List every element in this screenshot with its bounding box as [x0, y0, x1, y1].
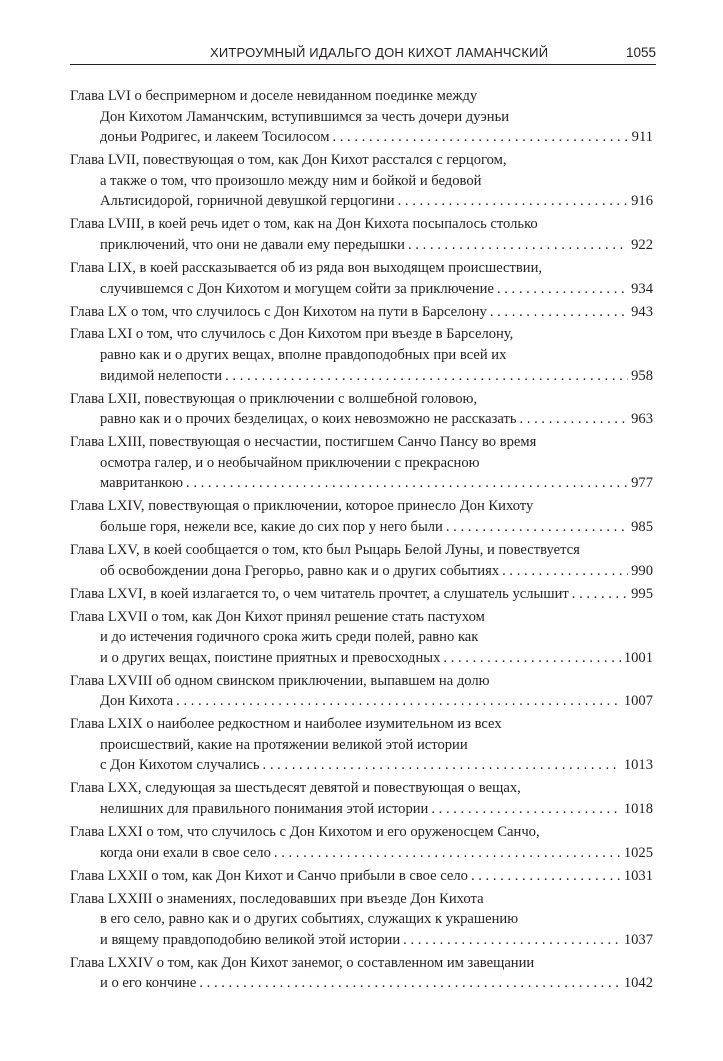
toc-entry	[70, 822, 653, 863]
toc-page-number: 1037	[623, 931, 653, 948]
toc-entry-text: и вящему правдоподобию великой этой истории	[100, 931, 401, 948]
toc-entry-final-line	[70, 584, 653, 605]
toc-page-number: 1013	[623, 757, 653, 774]
toc-entry-text: равно как и о других вещах, вполне правдоподобных при всей их	[100, 347, 507, 364]
toc-entry-text: Глава LXXIII о знамениях, последовавших при въезде Дон Кихота	[70, 890, 484, 907]
toc-entry-text: Глава LXVI, в коей излагается то, о чем читатель прочтет, а слушатель услышит	[70, 585, 569, 602]
toc-entry	[70, 86, 653, 148]
dot-leader	[572, 584, 628, 605]
toc-page-number: 922	[631, 236, 653, 253]
dot-leader	[186, 473, 628, 494]
table-of-contents	[70, 86, 653, 996]
toc-page-number: 990	[631, 562, 653, 579]
toc-entry-text: об освобождении дона Грегорьо, равно как и о других событиях	[100, 562, 500, 579]
toc-entry-final-line	[70, 866, 653, 887]
toc-page-number: 934	[631, 280, 653, 297]
dot-leader	[471, 866, 621, 887]
toc-entry-text: нелишних для правильного понимания этой истории	[100, 801, 429, 818]
dot-leader	[199, 973, 620, 994]
toc-entry	[70, 324, 653, 386]
toc-entry	[70, 584, 653, 605]
dot-leader	[520, 409, 629, 430]
toc-entry-text: осмотра галер, и о необычайном приключении с прекрасною	[100, 454, 480, 471]
toc-entry-final-line	[70, 279, 653, 300]
toc-page-number: 977	[631, 475, 653, 492]
toc-entry	[70, 671, 653, 712]
dot-leader	[225, 366, 628, 387]
toc-entry-text: в его село, равно как и о других событиях, служащих к украшению	[100, 911, 519, 928]
toc-entry-text: Глава LXX, следующая за шестьдесят девятой и повествующая о вещах,	[70, 780, 521, 797]
toc-page-number: 1031	[623, 867, 653, 884]
toc-entry-text: Глава LXIV, повествующая о приключении, которое принесло Дон Кихоту	[70, 498, 534, 515]
toc-entry-final-line	[70, 235, 653, 256]
toc-entry-text: видимой нелепости	[100, 367, 223, 384]
dot-leader	[408, 235, 628, 256]
toc-entry-text: и о других вещах, поистине приятных и превосходных	[100, 649, 441, 666]
toc-entry	[70, 866, 653, 887]
toc-page-number: 985	[631, 519, 653, 535]
toc-entry-text: происшествий, какие на протяжении великой этой истории	[100, 736, 468, 753]
toc-entry-final-line	[70, 973, 653, 994]
toc-entry-text: Глава LVI о беспримерном и доселе невиданном поединке между	[70, 88, 478, 104]
toc-page-number: 911	[631, 129, 653, 146]
header-rule	[70, 64, 656, 65]
toc-entry-text: мавританкою	[100, 475, 184, 492]
toc-entry-text: Глава LXXIV о том, как Дон Кихот занемог, о составленном им завещании	[70, 954, 535, 971]
toc-page-number: 995	[631, 585, 653, 602]
toc-entry-final-line	[70, 799, 653, 820]
toc-entry	[70, 714, 653, 776]
dot-leader	[176, 691, 621, 712]
dot-leader	[443, 648, 620, 669]
dot-leader	[332, 127, 628, 148]
dot-leader	[403, 930, 621, 951]
toc-entry-text: Глава LIX, в коей рассказывается об из ряда вон выходящем происшествии,	[70, 259, 543, 276]
toc-entry-final-line	[70, 648, 653, 669]
toc-entry	[70, 258, 653, 299]
toc-entry	[70, 150, 653, 212]
toc-entry-text: Глава LXVIII об одном свинском приключении, выпавшем на долю	[70, 672, 490, 689]
toc-entry-final-line	[70, 127, 653, 148]
dot-leader	[274, 843, 621, 864]
toc-entry-text: а также о том, что произошло между ним и бойкой и бедовой	[100, 172, 482, 189]
toc-entry	[70, 432, 653, 494]
toc-entry	[70, 540, 653, 581]
toc-entry-text: Глава LXV, в коей сообщается о том, кто был Рыцарь Белой Луны, и повествуется	[70, 541, 580, 558]
toc-entry-final-line	[70, 755, 653, 776]
toc-page-number: 1001	[623, 649, 653, 666]
toc-entry	[70, 496, 653, 537]
toc-entry-text: Дон Кихота	[100, 693, 174, 710]
toc-entry	[70, 389, 653, 430]
toc-entry	[70, 214, 653, 255]
toc-entry-text: Глава LXIX о наиболее редкостном и наиболее изумительном из всех	[70, 716, 502, 733]
toc-page-number: 1007	[623, 693, 653, 710]
toc-entry	[70, 607, 653, 669]
dot-leader	[446, 517, 628, 538]
toc-entry-text: больше горя, нежели все, какие до сих пор у него были	[100, 519, 443, 535]
dot-leader	[398, 191, 629, 212]
toc-entry-final-line	[70, 302, 653, 323]
toc-entry	[70, 302, 653, 323]
toc-page-number: 958	[631, 367, 653, 384]
toc-page-number: 963	[631, 411, 653, 428]
toc-entry-final-line	[70, 409, 653, 430]
toc-page-number: 943	[631, 303, 653, 320]
running-header	[70, 44, 656, 62]
toc-page-number: 1025	[623, 844, 653, 861]
book-title: ХИТРОУМНЫЙ ИДАЛЬГО ДОН КИХОТ ЛАМАНЧСКИЙ	[210, 45, 549, 60]
toc-entry-text: Альтисидорой, горничной девушкой герцогини	[100, 193, 395, 210]
toc-entry-text: и о его кончине	[100, 975, 197, 992]
toc-entry-text: равно как и о прочих безделицах, о коих невозможно не рассказать	[100, 411, 517, 428]
toc-entry-text: Дон Кихотом Ламанчским, вступившимся за честь дочери дуэньи	[100, 108, 510, 125]
toc-page-number: 916	[631, 193, 653, 210]
toc-page-number: 1018	[623, 801, 653, 818]
toc-entry-text: Глава LXXI о том, что случилось с Дон Кихотом и его оруженосцем Санчо,	[70, 824, 540, 841]
toc-entry-final-line	[70, 366, 653, 387]
toc-entry-final-line	[70, 561, 653, 582]
toc-entry-final-line	[70, 691, 653, 712]
toc-entry-text: Глава LXVII о том, как Дон Кихот принял решение стать пастухом	[70, 608, 485, 625]
toc-entry	[70, 953, 653, 994]
toc-entry-text: и до истечения годичного срока жить среди полей, равно как	[100, 629, 479, 646]
toc-entry-text: приключений, что они не давали ему передышки	[100, 236, 405, 253]
dot-leader	[490, 302, 628, 323]
toc-entry	[70, 889, 653, 951]
toc-entry-text: Глава LVIII, в коей речь идет о том, как на Дон Кихота посыпалось столько	[70, 216, 538, 233]
dot-leader	[263, 755, 621, 776]
dot-leader	[497, 279, 628, 300]
toc-entry-text: доньи Родригес, и лакеем Тосилосом	[100, 129, 330, 146]
dot-leader	[502, 561, 628, 582]
toc-entry	[70, 778, 653, 819]
toc-page-number: 1042	[623, 975, 653, 992]
toc-entry-text: случившемся с Дон Кихотом и могущем сойти за приключение	[100, 280, 494, 297]
dot-leader	[431, 799, 620, 820]
toc-entry-final-line	[70, 473, 653, 494]
toc-entry-text: Глава LVII, повествующая о том, как Дон Кихот расстался с герцогом,	[70, 152, 507, 169]
toc-entry-text: Глава LXII, повествующая о приключении с волшебной головою,	[70, 390, 478, 407]
toc-entry-text: Глава LX о том, что случилось с Дон Кихотом на пути в Барселону	[70, 303, 487, 320]
toc-entry-final-line	[70, 843, 653, 864]
toc-entry-final-line	[70, 191, 653, 212]
toc-entry-text: Глава LXI о том, что случилось с Дон Кихотом при въезде в Барселону,	[70, 326, 514, 343]
toc-entry-final-line	[70, 930, 653, 951]
toc-entry-text: Глава LXIII, повествующая о несчастии, постигшем Санчо Пансу во время	[70, 434, 537, 451]
toc-entry-text: Глава LXXII о том, как Дон Кихот и Санчо прибыли в свое село	[70, 867, 468, 884]
toc-entry-final-line	[70, 517, 653, 538]
toc-entry-text: когда они ехали в свое село	[100, 844, 271, 861]
toc-entry-text: с Дон Кихотом случались	[100, 757, 260, 774]
page-number: 1055	[625, 45, 656, 60]
